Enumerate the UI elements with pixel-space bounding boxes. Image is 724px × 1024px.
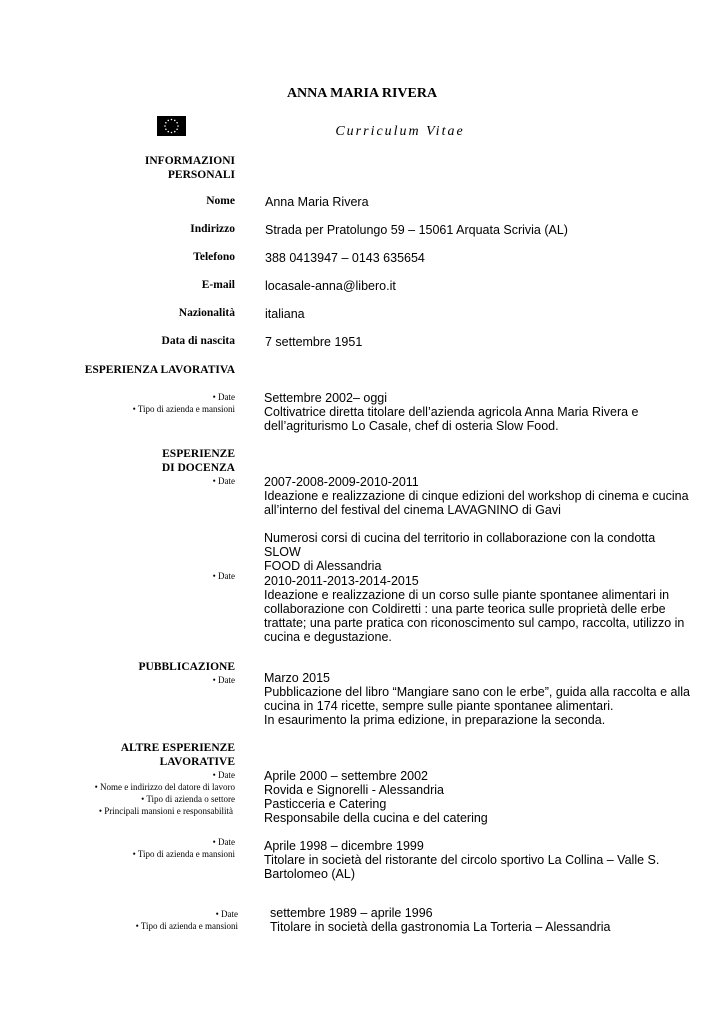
entry-line: cucina in 174 ricette, sempre sulle piante spontanee alimentari. bbox=[264, 699, 614, 713]
entry-label: • Tipo di azienda e mansioni bbox=[132, 849, 235, 859]
document-title: ANNA MARIA RIVERA bbox=[286, 86, 438, 101]
entry-label: • Tipo di azienda e mansioni bbox=[132, 404, 235, 414]
entry-line: Titolare in società della gastronomia La Torteria – Alessandria bbox=[270, 920, 611, 934]
eu-flag-icon bbox=[157, 116, 186, 136]
entry-line: Numerosi corsi di cucina del territorio in collaborazione con la condotta SLOW bbox=[264, 531, 656, 559]
entry-label: • Date bbox=[212, 392, 235, 402]
entry-label: • Date bbox=[212, 476, 235, 486]
other-entry-2-labels bbox=[35, 836, 235, 860]
entry-line: Ideazione e realizzazione di cinque edizioni del workshop di cinema e cucina bbox=[264, 489, 689, 503]
teaching-entry-1 bbox=[264, 475, 694, 517]
entry-line: Responsabile della cucina e del catering bbox=[264, 811, 488, 825]
field-value-nazionalita: italiana bbox=[265, 307, 305, 321]
section-title-line: LAVORATIVE bbox=[159, 756, 235, 768]
entry-line: Titolare in società del ristorante del circolo sportivo La Collina – Valle S. bbox=[264, 853, 660, 867]
teaching-entry-1-extra bbox=[264, 531, 694, 573]
experience-entry bbox=[264, 391, 694, 433]
field-label-email: E-mail bbox=[201, 279, 235, 291]
entry-label: • Date bbox=[212, 571, 235, 581]
section-title-line: ESPERIENZE bbox=[162, 448, 235, 460]
field-label-indirizzo: Indirizzo bbox=[190, 223, 235, 235]
section-title-line: DI DOCENZA bbox=[161, 462, 235, 474]
other-entry-1 bbox=[264, 769, 694, 825]
field-value-email: locasale-anna@libero.it bbox=[265, 279, 396, 293]
other-entry-1-labels bbox=[35, 769, 235, 817]
entry-line: Aprile 1998 – dicembre 1999 bbox=[264, 839, 424, 853]
field-value-data-nascita: 7 settembre 1951 bbox=[265, 335, 363, 349]
entry-line: Coltivatrice diretta titolare dell’azienda agricola Anna Maria Rivera e bbox=[264, 405, 639, 419]
entry-line: all’interno del festival del cinema LAVAGNINO di Gavi bbox=[264, 503, 561, 517]
section-title-line: PERSONALI bbox=[167, 169, 235, 181]
entry-line: Pubblicazione del libro “Mangiare sano con le erbe”, guida alla raccolta e alla bbox=[264, 685, 690, 699]
section-personal-title bbox=[35, 154, 235, 182]
entry-line: Pasticceria e Catering bbox=[264, 797, 387, 811]
field-value-nome: Anna Maria Rivera bbox=[265, 195, 369, 209]
entry-line: 2007-2008-2009-2010-2011 bbox=[264, 475, 419, 489]
entry-line: Settembre 2002– oggi bbox=[264, 391, 388, 405]
entry-line: Bartolomeo (AL) bbox=[264, 867, 356, 881]
field-label-telefono: Telefono bbox=[193, 251, 235, 263]
field-label-nazionalita: Nazionalità bbox=[178, 307, 235, 319]
entry-line: Marzo 2015 bbox=[264, 671, 331, 685]
entry-label: • Date bbox=[212, 675, 235, 685]
entry-line: cucina e degustazione. bbox=[264, 630, 392, 644]
entry-line: Rovida e Signorelli - Alessandria bbox=[264, 783, 444, 797]
experience-labels bbox=[35, 391, 235, 415]
entry-line: In esaurimento la prima edizione, in preparazione la seconda. bbox=[264, 713, 606, 727]
entry-line: collaborazione con Coldiretti : una parte teorica sulle proprietà delle erbe bbox=[264, 602, 666, 616]
other-entry-3-labels bbox=[40, 908, 238, 932]
entry-label: • Tipo di azienda e mansioni bbox=[135, 921, 238, 931]
section-title-line: ALTRE ESPERIENZE bbox=[120, 742, 235, 754]
entry-label: • Date bbox=[212, 837, 235, 847]
entry-line: Aprile 2000 – settembre 2002 bbox=[264, 769, 428, 783]
publication-entry bbox=[264, 671, 694, 727]
section-experience-title: ESPERIENZA LAVORATIVA bbox=[84, 364, 235, 376]
teaching-entry-2 bbox=[264, 574, 694, 644]
entry-label: • Principali mansioni e responsabilità bbox=[98, 806, 233, 816]
entry-label: • Nome e indirizzo del datore di lavoro bbox=[94, 782, 235, 792]
entry-line: 2010-2011-2013-2014-2015 bbox=[264, 574, 419, 588]
section-title-line: INFORMAZIONI bbox=[144, 155, 235, 167]
field-value-telefono: 388 0413947 – 0143 635654 bbox=[265, 251, 425, 265]
entry-label: • Tipo di azienda o settore bbox=[141, 794, 235, 804]
field-label-data-nascita: Data di nascita bbox=[161, 335, 235, 347]
entry-line: dell’agriturismo Lo Casale, chef di osteria Slow Food. bbox=[264, 419, 559, 433]
section-teaching-title bbox=[35, 447, 235, 475]
section-other-title bbox=[35, 741, 235, 769]
other-entry-3 bbox=[270, 906, 700, 934]
section-publication-title: PUBBLICAZIONE bbox=[138, 661, 235, 673]
entry-line: trattate; una parte pratica con riconoscimento sul campo, raccolta, utilizzo in bbox=[264, 616, 685, 630]
field-label-nome: Nome bbox=[206, 195, 235, 207]
entry-line: settembre 1989 – aprile 1996 bbox=[270, 906, 433, 920]
cv-subtitle: Curriculum Vitae bbox=[335, 124, 465, 139]
field-value-indirizzo: Strada per Pratolungo 59 – 15061 Arquata Scrivia (AL) bbox=[265, 223, 568, 237]
entry-label: • Date bbox=[215, 909, 238, 919]
other-entry-2 bbox=[264, 839, 694, 881]
entry-line: Ideazione e realizzazione di un corso sulle piante spontanee alimentari in bbox=[264, 588, 670, 602]
entry-label: • Date bbox=[212, 770, 235, 780]
entry-line: FOOD di Alessandria bbox=[264, 559, 382, 573]
